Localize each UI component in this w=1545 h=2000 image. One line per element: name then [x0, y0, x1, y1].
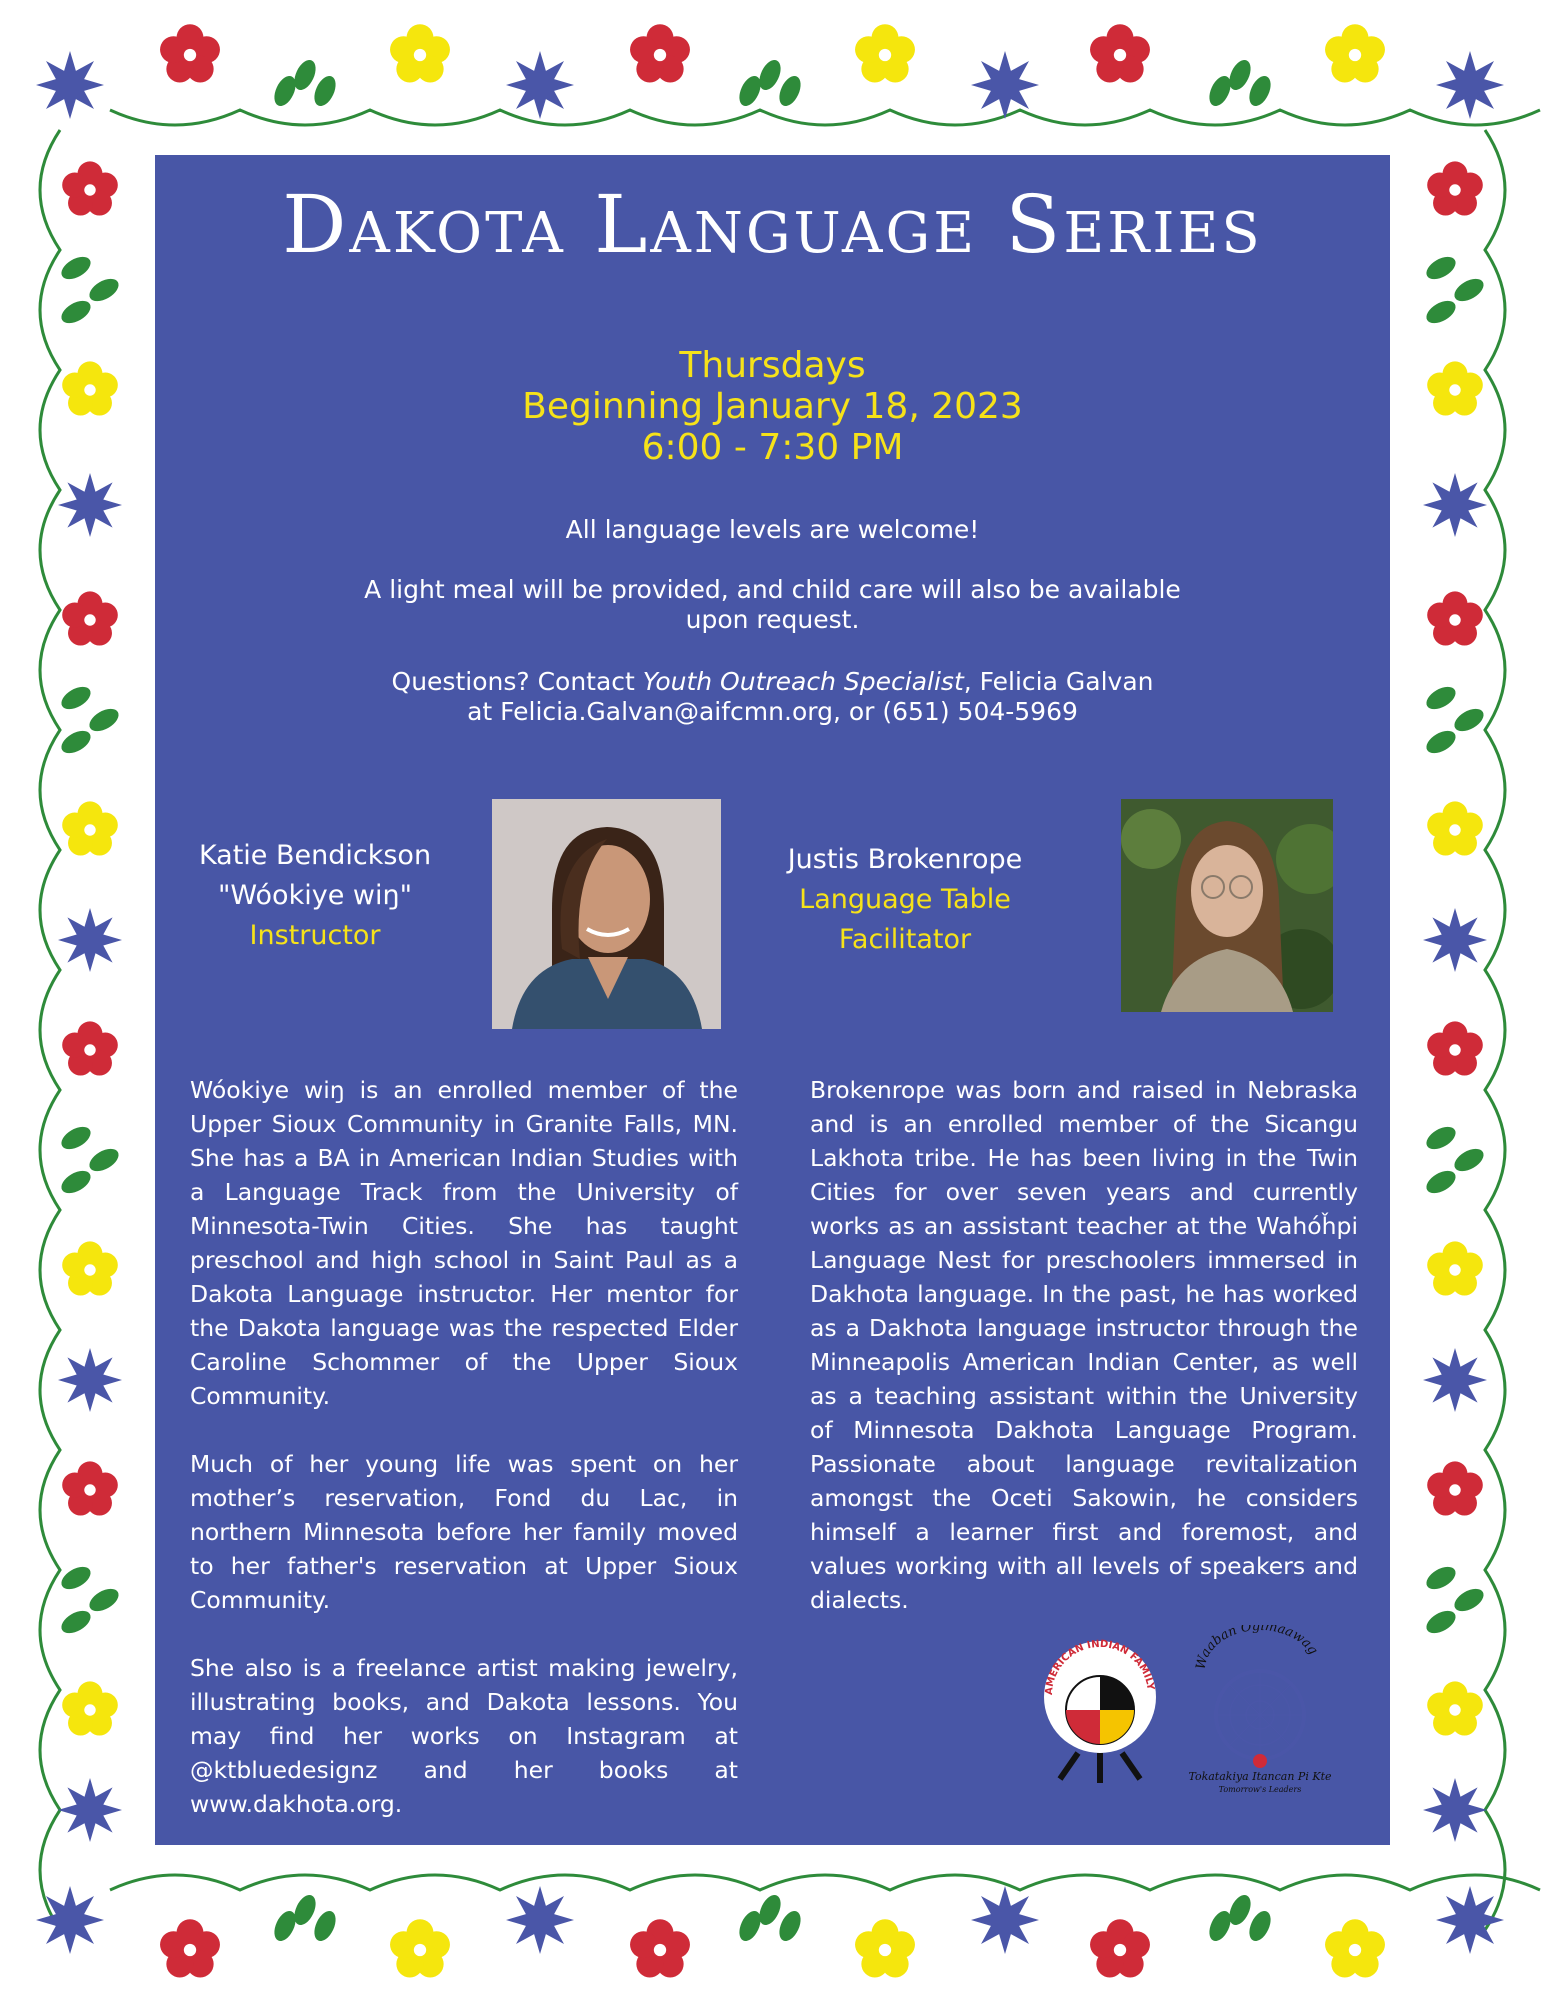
yellow-flower-icon: [62, 1681, 118, 1735]
star-icon: [1436, 1886, 1504, 1954]
contact-name: , Felicia Galvan: [963, 667, 1154, 696]
meal-line-2: upon request.: [685, 605, 860, 634]
red-flower-icon: [160, 1919, 220, 1977]
aifc-logo: [1040, 1635, 1160, 1785]
star-icon: [1423, 1348, 1487, 1412]
star-icon: [58, 1348, 122, 1412]
star-icon: [1423, 1778, 1487, 1842]
leaf-icon: [1205, 1892, 1275, 1945]
red-flower-icon: [1427, 161, 1483, 215]
star-icon: [971, 1886, 1039, 1954]
red-flower-icon: [630, 1919, 690, 1977]
instructor-role: Instructor: [249, 920, 381, 951]
red-flower-icon: [1090, 1919, 1150, 1977]
schedule-day: Thursdays: [679, 345, 866, 386]
leaf-icon: [58, 682, 123, 758]
main-panel: [155, 155, 1390, 1845]
facilitator-name: Justis Brokenrope: [787, 844, 1023, 875]
red-flower-icon: [1090, 24, 1150, 82]
instructor-bio-paragraph: Much of her young life was spent on her mother’s reservation, Fond du Lac, in northern Minnesota before her family moved to her father's reservation at Upper Sioux Community.: [190, 1450, 738, 1614]
leaf-icon: [1423, 682, 1488, 758]
facilitator-role-line-1: Language Table: [799, 884, 1011, 915]
levels-text: All language levels are welcome!: [565, 515, 980, 544]
leaf-icon: [735, 1892, 805, 1945]
star-icon: [36, 1886, 104, 1954]
facilitator-bio-paragraph: Brokenrope was born and raised in Nebraska and is an enrolled member of the Sicangu Lakhota tribe. He has been living in the Twin Cities for over seven years and currently works as an assistant teacher at the Wahóȟpi Language Nest for preschoolers immersed in Dakhota language. In the past, he has worked as a Dakhota language instructor through the Minneapolis American Indian Center, as well as a teaching assistant within the University of Minnesota Dakhota Language Program. Passionate about language revitalization amongst the Oceti Sakowin, he considers himself a learner first and foremost, and values working with all levels of speakers and dialects.: [810, 1076, 1358, 1614]
leaf-icon: [270, 1892, 340, 1945]
contact-text: [155, 667, 1390, 727]
contact-line-2: at Felicia.Galvan@aifcmn.org, or (651) 504-5969: [467, 697, 1078, 726]
waaban-top-text: Waaban Ogimaawag: [1193, 1625, 1321, 1671]
yellow-flower-icon: [1427, 1681, 1483, 1735]
contact-role: Youth Outreach Specialist: [642, 667, 964, 696]
meal-line-1: A light meal will be provided, and child care will also be available: [364, 575, 1181, 604]
instructor-dakota-name: "Wóokiye wiŋ": [218, 880, 412, 911]
red-flower-icon: [160, 24, 220, 82]
red-flower-icon: [1427, 1021, 1483, 1075]
meal-text: [155, 575, 1390, 635]
waaban-logo: [1185, 1625, 1335, 1795]
instructor-name: Katie Bendickson: [198, 840, 432, 871]
yellow-flower-icon: [1325, 1919, 1385, 1977]
star-icon: [506, 51, 574, 119]
leaf-icon: [270, 57, 340, 110]
schedule-start: Beginning January 18, 2023: [522, 386, 1023, 427]
leaf-icon: [58, 1562, 123, 1638]
page-title: Dakota Language Series: [282, 178, 1263, 271]
leaf-icon: [1205, 57, 1275, 110]
instructor-header: [185, 836, 445, 956]
star-icon: [58, 1778, 122, 1842]
aifc-logo-text: AMERICAN INDIAN FAMILY: [1043, 1638, 1156, 1696]
red-flower-icon: [630, 24, 690, 82]
leaf-icon: [58, 252, 123, 328]
yellow-flower-icon: [1325, 24, 1385, 82]
svg-text:Waaban Ogimaawag: [1194, 1625, 1321, 1671]
star-icon: [36, 51, 104, 119]
red-flower-icon: [62, 1021, 118, 1075]
waaban-sub-text: Tomorrow's Leaders: [1218, 1785, 1302, 1794]
facilitator-role-line-2: Facilitator: [838, 924, 972, 955]
star-icon: [971, 51, 1039, 119]
instructor-bio: [190, 1073, 738, 1855]
leaf-icon: [735, 57, 805, 110]
star-icon: [506, 1886, 574, 1954]
star-icon: [58, 473, 122, 537]
schedule: [155, 345, 1390, 468]
red-flower-icon: [62, 591, 118, 645]
facilitator-bio: [810, 1073, 1358, 1651]
star-icon: [58, 908, 122, 972]
contact-prefix: Questions? Contact: [391, 667, 643, 696]
yellow-flower-icon: [62, 1241, 118, 1295]
star-icon: [1423, 473, 1487, 537]
instructor-bio-paragraph: Wóokiye wiŋ is an enrolled member of the Upper Sioux Community in Granite Falls, MN. She has a BA in American Indian Studies with a Language Track from the University of Minnesota-Twin Cities. She has taught preschool and high school in Saint Paul as a Dakota Language instructor. Her mentor for the Dakota language was the respected Elder Caroline Schommer of the Upper Sioux Community.: [190, 1076, 738, 1410]
contact-line-1: [155, 667, 1390, 697]
yellow-flower-icon: [1427, 361, 1483, 415]
yellow-flower-icon: [390, 24, 450, 82]
facilitator-header: [775, 840, 1035, 960]
waaban-bottom-text: Tokatakiya Itancan Pi Kte: [1188, 1770, 1332, 1783]
yellow-flower-icon: [855, 24, 915, 82]
yellow-flower-icon: [855, 1919, 915, 1977]
leaf-icon: [58, 1122, 123, 1198]
red-flower-icon: [62, 161, 118, 215]
leaf-icon: [1423, 1562, 1488, 1638]
red-flower-icon: [62, 1461, 118, 1515]
star-icon: [1423, 908, 1487, 972]
facilitator-photo: [1121, 799, 1333, 1012]
instructor-photo: [492, 799, 721, 1029]
leaf-icon: [1423, 1122, 1488, 1198]
leaf-icon: [1423, 252, 1488, 328]
instructor-bio-paragraph: She also is a freelance artist making jewelry, illustrating books, and Dakota lessons. You may find her works on Instagram at @ktbluedesignz and her books at www.dakhota.org.: [190, 1654, 738, 1818]
yellow-flower-icon: [62, 361, 118, 415]
schedule-time: 6:00 - 7:30 PM: [641, 427, 904, 468]
yellow-flower-icon: [1427, 1241, 1483, 1295]
red-flower-icon: [1427, 1461, 1483, 1515]
star-icon: [1436, 51, 1504, 119]
yellow-flower-icon: [390, 1919, 450, 1977]
yellow-flower-icon: [1427, 801, 1483, 855]
yellow-flower-icon: [62, 801, 118, 855]
red-flower-icon: [1427, 591, 1483, 645]
